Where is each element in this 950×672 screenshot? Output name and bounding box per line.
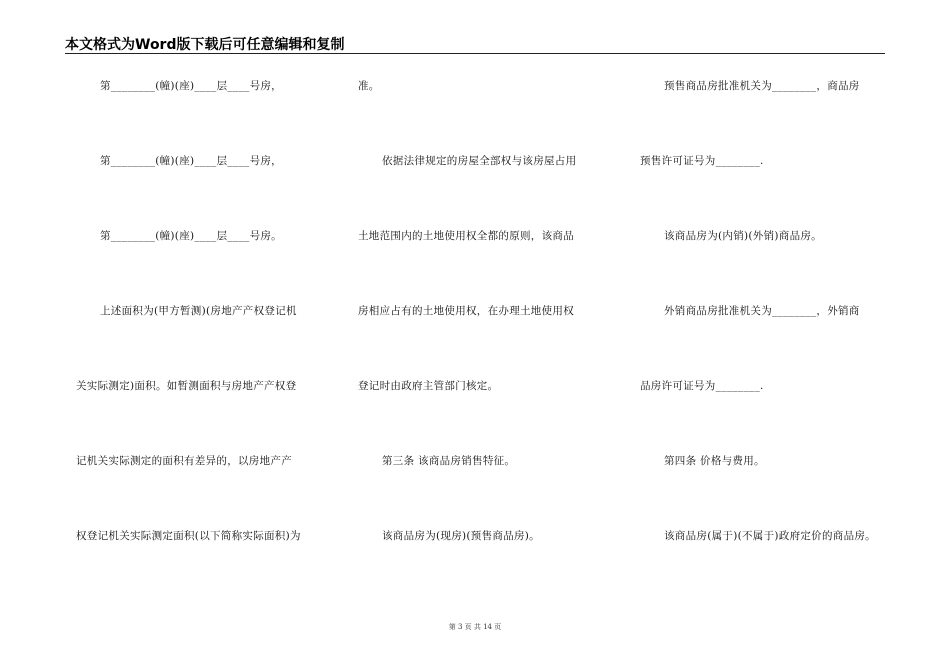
text-line: 权登记机关实际测定面积(以下简称实际面积)为 bbox=[76, 530, 301, 542]
text-line: 预售商品房批准机关为________，商品房 bbox=[664, 80, 860, 92]
text-line: 依据法律规定的房屋全部权与该房屋占用 bbox=[382, 155, 577, 167]
text-line: 关实际测定)面积。如暂测面积与房地产产权登 bbox=[76, 380, 297, 392]
text-line: 房相应占有的土地使用权，在办理土地使用权 bbox=[358, 305, 574, 317]
text-line: 土地范围内的土地使用权全都的原则，该商品 bbox=[358, 230, 574, 242]
text-line: 第三条 该商品房销售特征。 bbox=[382, 455, 516, 467]
page-header bbox=[65, 33, 885, 54]
page-number: 第 3 页 共 14 页 bbox=[448, 623, 502, 631]
text-line: 记机关实际测定的面积有差异的，以房地产产 bbox=[76, 455, 292, 467]
text-line: 上述面积为(甲方暂测)(房地产产权登记机 bbox=[100, 305, 297, 317]
text-line: 第________(幢)(座)____层____号房， bbox=[100, 155, 282, 167]
text-line: 第________(幢)(座)____层____号房。 bbox=[100, 230, 282, 242]
text-line: 外销商品房批准机关为________，外销商 bbox=[664, 305, 860, 317]
text-line: 预售许可证号为________. bbox=[640, 155, 764, 167]
text-line: 该商品房为(现房)(预售商品房)。 bbox=[382, 530, 540, 542]
text-line: 该商品房(属于)(不属于)政府定价的商品房。 bbox=[664, 530, 876, 542]
header-title: 本文格式为Word版下载后可任意编辑和复制 bbox=[65, 37, 345, 53]
text-line: 准。 bbox=[358, 80, 380, 92]
text-line: 该商品房为(内销)(外销)商品房。 bbox=[664, 230, 822, 242]
text-line: 第四条 价格与费用。 bbox=[664, 455, 765, 467]
text-line: 登记时由政府主管部门核定。 bbox=[358, 380, 499, 392]
text-line: 第________(幢)(座)____层____号房， bbox=[100, 80, 282, 92]
text-line: 品房许可证号为________. bbox=[640, 380, 764, 392]
